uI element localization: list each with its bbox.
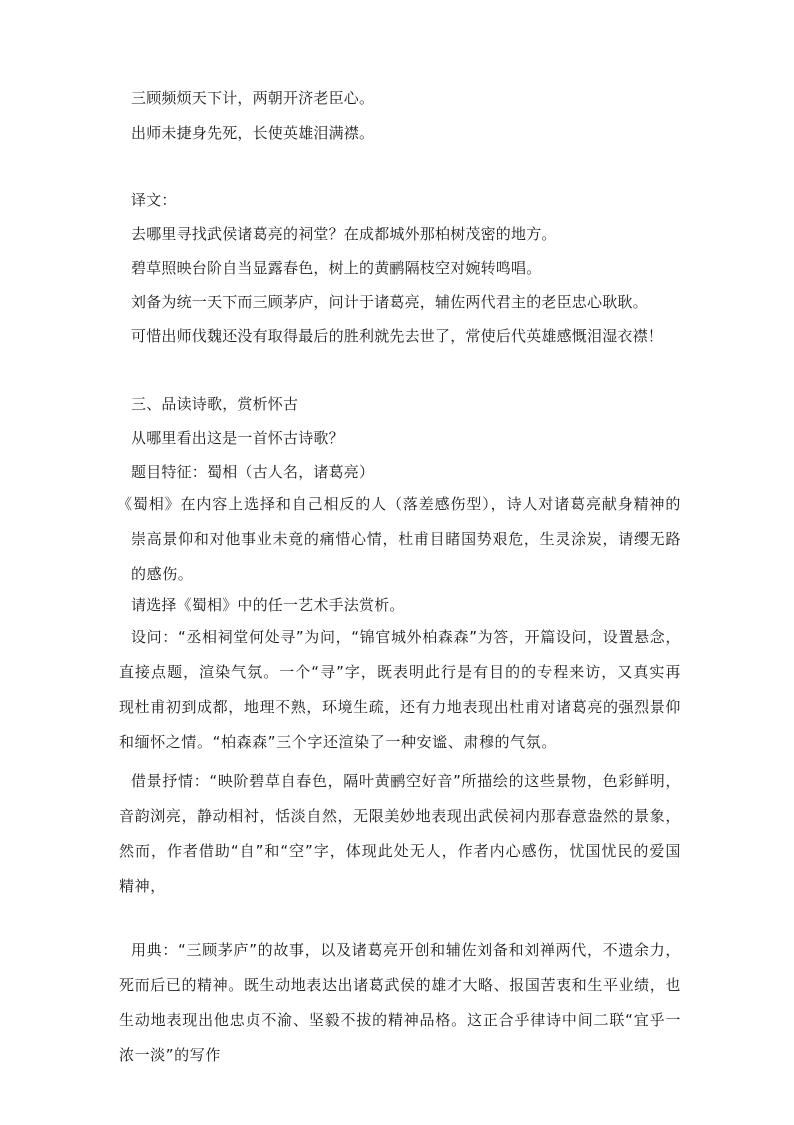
translation-line-4: 可惜出师伐魏还没有取得最后的胜利就先去世了，常使后代英雄感慨泪湿衣襟！ [131, 327, 664, 345]
rhetorical-question-analysis: 设问：“丞相祠堂何处寻”为问，“锦官城外柏森森”为答，开篇设问，设置悬念，直接点题，渲染气氛。一个“寻”字，既表明此行是有目的的专程来访，又真实再现杜甫初到成都，地理不熟，环境生疏，还有力地表现出杜甫对诸葛亮的强烈景仰和缅怀之情。“柏森森”三个字还渲染了一种安谧、肃穆的气氛。 [119, 628, 681, 751]
section-3-analysis: 《蜀相》在内容上选择和自己相反的人（落差感伤型），诗人对诸葛亮献身精神的崇高景仰和对他事业未竟的痛惜心情，杜甫目睹国势艰危，生灵涂炭，请缨无路的感伤。 [117, 495, 681, 583]
translation-heading: 译文： [131, 191, 177, 209]
translation-line-2: 碧草照映台阶自当显露春色，树上的黄鹂隔枝空对婉转鸣唱。 [131, 259, 542, 277]
poem-line-3: 三顾频烦天下计，两朝开济老臣心。 [131, 89, 375, 107]
section-3-heading: 三、品读诗歌，赏析怀古 [131, 395, 299, 413]
scene-emotion-analysis: 借景抒情：“映阶碧草自春色，隔叶黄鹂空好音”所描绘的这些景物，色彩鲜明，音韵浏亮，静动相衬，恬淡自然，无限美妙地表现出武侯祠内那春意盎然的景象，然而，作者借助“自”和“空”字，体现此处无人，作者内心感伤，忧国忧民的爱国精神， [119, 772, 681, 895]
section-3-question: 从哪里看出这是一首怀古诗歌？ [131, 429, 344, 447]
poem-line-4: 出师未捷身先死，长使英雄泪满襟。 [131, 124, 375, 142]
translation-line-3: 刘备为统一天下而三顾茅庐，问计于诸葛亮，辅佐两代君主的老臣忠心耿耿。 [131, 293, 648, 311]
section-3-title-feature: 题目特征：蜀相（古人名，诸葛亮） [131, 463, 375, 481]
art-technique-prompt: 请选择《蜀相》中的任一艺术手法赏析。 [131, 596, 405, 614]
allusion-analysis: 用典：“三顾茅庐”的故事，以及诸葛亮开创和辅佐刘备和刘禅两代，不遗余力，死而后已的精神。既生动地表达出诸葛武侯的雄才大略、报国苦衷和生平业绩，也生动地表现出他忠贞不渝、坚毅不拔的精神品格。这正合乎律诗中间二联“宜乎一浓一淡”的写作 [119, 941, 681, 1064]
translation-line-1: 去哪里寻找武侯诸葛亮的祠堂？在成都城外那柏树茂密的地方。 [131, 225, 557, 243]
